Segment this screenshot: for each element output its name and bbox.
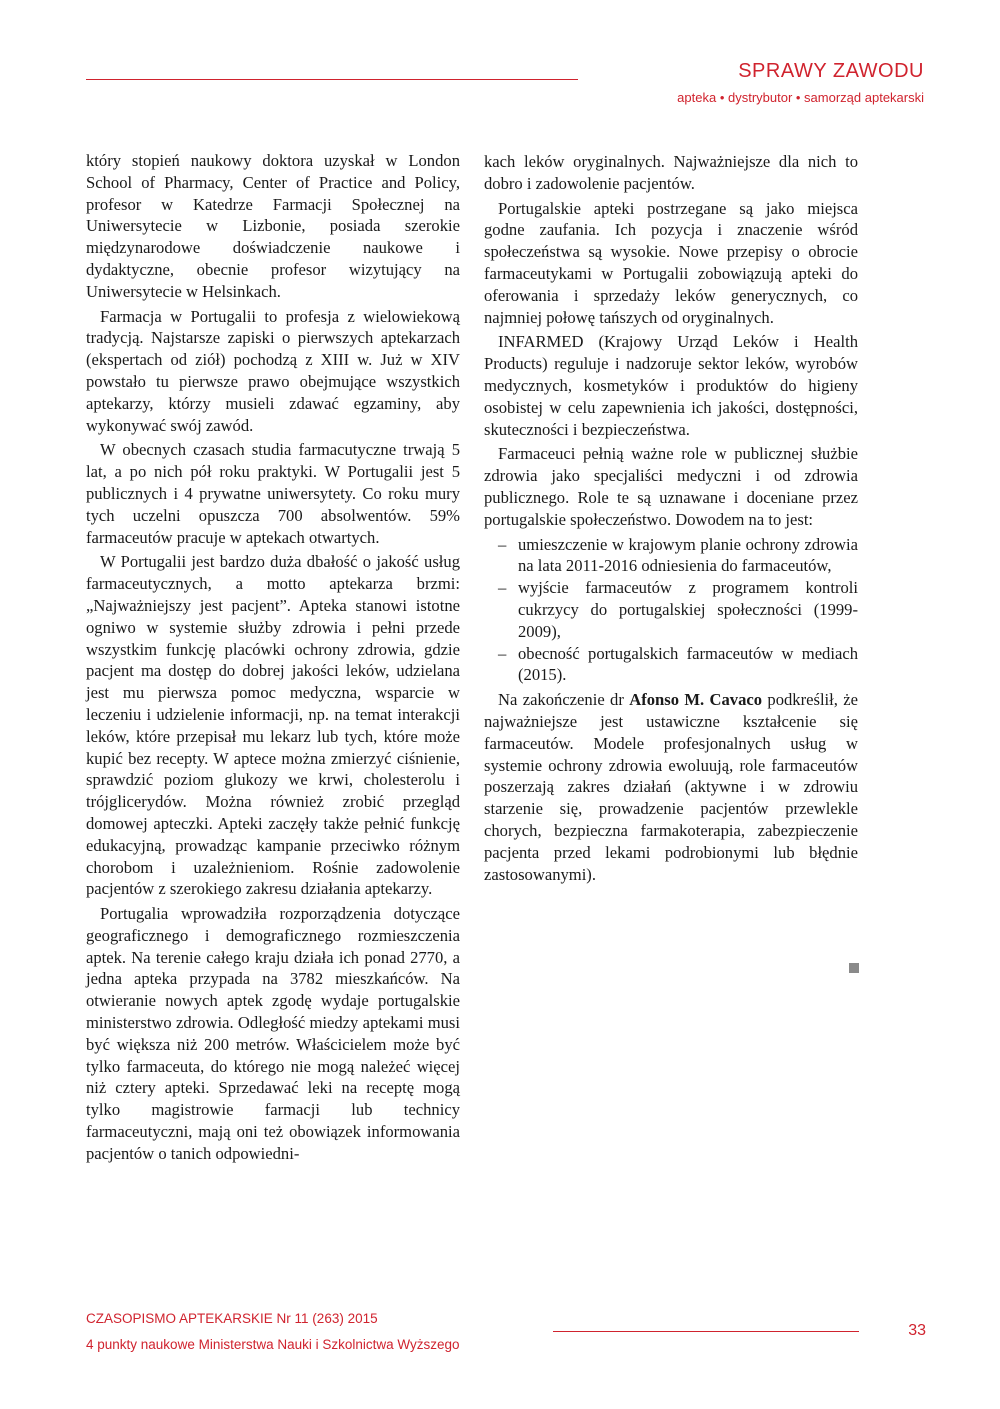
right-column — [484, 151, 858, 888]
paragraph: Portugalskie apteki postrzegane są jako miejsca godne zaufania. Ich pozycja i znaczenie wśród społeczeństwa są wysokie. Nowe przepisy o obrocie farmaceutykami w Portugalii zobowiązują apteki do oferowania i sprzedaży leków generycznych, co najmniej połowę tańszych od oryginalnych. — [484, 198, 858, 327]
paragraph: W Portugalii jest bardzo duża dbałość o jakość usług farmaceutycznych, a motto aptekarza brzmi: „Najważniejszy jest pacjent”. Apteka stanowi istotne ogniwo w systemie służby zdrowia i pełni przede wszystkim funkcję placówki ochrony zdrowia, gdzie pacjent ma dostęp do dobrej jakości leków, udzielana jest mu pierwsza pomoc medyczna, wsparcie w leczeniu i udzielenie informacji, np. na temat interakcji leków, które przepisał mu lekarz lub tych, które może kupić bez recepty. W aptece można zmierzyć ciśnienie, sprawdzić poziom glukozy we krwi, cholesterolu i trójglicerydów. Można również zrobić przegląd domowej apteczki. Apteki zaczęły także pełnić funkcję edukacyjną, prowadząc kampanie przeciwko różnym chorobom i uzależnieniom. Rośnie zadowolenie pacjentów z szerokiego zakresu działania aptekarzy. — [86, 552, 460, 899]
end-of-article-square — [849, 963, 859, 973]
footer-rule — [553, 1331, 859, 1332]
paragraph: W obecnych czasach studia farmacutyczne trwają 5 lat, a po nich pół roku praktyki. W Portugalii jest 5 publicznych i 4 prywatne uniwersytety. Co roku mury tych uczelni opuszcza 700 absolwentów. 59% farmaceutów pracuje w aptekach otwartych. — [86, 440, 460, 547]
journal-info: CZASOPISMO APTEKARSKIE Nr 11 (263) 2015 — [86, 1311, 378, 1326]
paragraph: Portugalia wprowadziła rozporządzenia dotyczące geograficznego i demograficznego rozmieszczenia aptek. Na terenie całego kraju działa ich ponad 2770, a jedna apteka przypada na 3782 mieszkańców. Na otwieranie nowych aptek zgodę wydaje portugalskie ministerstwo zdrowia. Odległość miedzy aptekami musi być większa niż 200 metrów. Właścicielem może być tylko farmaceuta, do którego nie mogą należeć więcej niż cztery apteki. Sprzedawać leki na receptę mogą tylko magistrowie farmacji lub technicy farmaceutyczni, mają oni też obowiązek informowania pacjentów o tanich odpowiedni- — [86, 904, 460, 1163]
paragraph: Farmacja w Portugalii to profesja z wielowiekową tradycją. Najstarsze zapiski o pierwszych aptekarzach (ekspertach od ziół) pochodzą z XIII w. Już w XIV powstało tu pierwsze prawo obejmujące wszystkich aptekarzy, którzy musieli zdawać egzaminy, aby wykonywać swój zawód. — [86, 306, 460, 435]
header-rule — [86, 79, 578, 80]
dash-bullet: – — [498, 534, 507, 554]
paragraph: Farmaceuci pełnią ważne role w publicznej służbie zdrowia jako specjaliści medyczni i od zdrowia publicznego. Role te są uznawane i doceniane przez portugalskie społeczeństwo. Dowodem na to jest: — [484, 444, 858, 529]
paragraph-text: Na zakończenie dr — [498, 690, 630, 710]
credit-points-info: 4 punkty naukowe Ministerstwa Nauki i Szkolnictwa Wyższego — [86, 1337, 460, 1352]
page-number: 33 — [908, 1322, 926, 1339]
list-item — [498, 643, 858, 687]
paragraph-text: podkreślił, że najważniejsze jest ustawiczne kształcenie się farmaceutów. Modele profesjonalnych usług w systemie ochrony zdrowia ewoluują, role farmaceutów poszerzają zakres działań (aktywne i w zdrowiu starzenie się, prowadzenie pacjentów przewlekle chorych, bezpieczna farmakoterapia, zabezpieczenie pacjenta przed lekami podrobionymi lub błędnie zastosowanymi). — [484, 690, 859, 884]
left-column — [86, 150, 460, 1168]
paragraph: kach leków oryginalnych. Najważniejsze dla nich to dobro i zadowolenie pacjentów. — [484, 152, 858, 193]
section-title: SPRAWY ZAWODU — [738, 60, 924, 82]
list-item — [498, 577, 858, 642]
paragraph — [484, 689, 858, 885]
person-name: Afonso M. Cavaco — [629, 690, 763, 710]
paragraph: który stopień naukowy doktora uzyskał w London School of Pharmacy, Center of Practice and Policy, profesor w Katedrze Farmacji Społecznej na Uniwersytecie w Lizbonie, posiada szerokie międzynarodowe doświadczenie naukowe i dydaktyczne, obecnie profesor wizytujący na Uniwersytecie w Helsinkach. — [86, 151, 460, 301]
section-subtitle: apteka • dystrybutor • samorząd aptekarski — [677, 90, 924, 105]
list-item-text: wyjście farmaceutów z programem kontroli cukrzycy do portugalskiej społeczności (1999-2009), — [518, 578, 858, 641]
paragraph: INFARMED (Krajowy Urząd Leków i Health Products) reguluje i nadzoruje sektor leków, wyrobów medycznych, kosmetyków i produktów do higieny osobistej w celu zapewnienia ich jakości, dostępności, skuteczności i bezpieczeństwa. — [484, 332, 858, 439]
list-item-text: umieszczenie w krajowym planie ochrony zdrowia na lata 2011-2016 odniesienia do farmaceutów, — [518, 534, 858, 576]
list-item — [498, 534, 858, 578]
dash-bullet: – — [498, 578, 507, 598]
dash-bullet: – — [498, 643, 507, 663]
list-item-text: obecność portugalskich farmaceutów w mediach (2015). — [518, 643, 858, 685]
evidence-list — [484, 534, 858, 687]
